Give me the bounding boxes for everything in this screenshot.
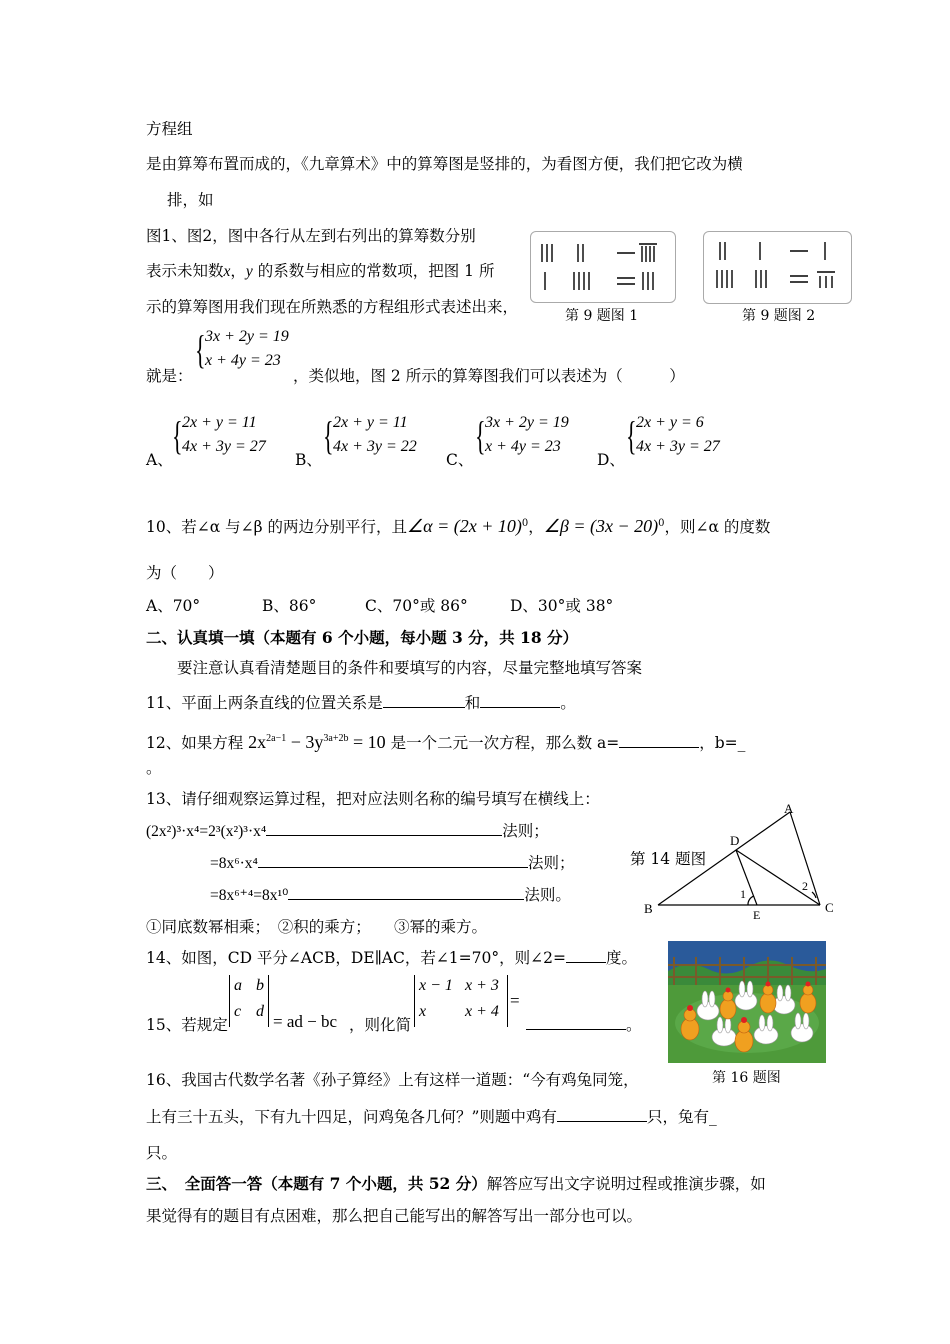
option-c-label: C、: [446, 451, 474, 469]
q10-beta-sup: 0: [658, 518, 665, 529]
var-x: x: [223, 263, 231, 280]
var-y: y: [245, 263, 253, 280]
q10-line1: [146, 514, 770, 537]
q10-option-b: B、86°: [262, 597, 317, 615]
label-a: A: [784, 801, 794, 816]
q16-text-b: 只，兔有_: [646, 1108, 717, 1126]
q13-step1: [146, 821, 549, 842]
label-b: B: [644, 901, 653, 916]
brace-icon: {: [626, 413, 637, 458]
q9-line2: 排，如: [167, 191, 214, 209]
q10-alpha-expr: ∠α = (2x + 10): [406, 516, 522, 537]
q15-text-b: ，则化简: [349, 1016, 412, 1034]
q12-text-c: ，b=_: [699, 734, 746, 752]
chicken-rabbit-picture: [668, 941, 826, 1063]
option-a-eq2: 4x + 3y = 27: [182, 438, 266, 455]
fig16-caption: 第 16 题图: [712, 1070, 781, 1086]
det1-d: d: [256, 1003, 264, 1020]
option-d-label: D、: [597, 451, 625, 469]
q15-blank[interactable]: [526, 1015, 626, 1030]
q11-text-b: 和: [464, 694, 481, 712]
section-2-note: 要注意认真看清楚题目的条件和要填写的内容，尽量完整地填写答案: [177, 659, 643, 677]
det1-b: b: [256, 977, 264, 994]
section-3-line2: 果觉得有的题目有点困难，那么把自己能写出的解答写出一部分也可以。: [146, 1207, 643, 1225]
option-a-eq1: 2x + y = 11: [182, 414, 257, 431]
option-c-system: [475, 414, 585, 462]
q11: [146, 693, 576, 713]
option-b-label: B、: [295, 451, 322, 469]
q10-sep: ，: [528, 518, 544, 537]
option-c-eq2: x + 4y = 23: [485, 438, 561, 455]
q13-step3-expr: =8x⁶⁺⁴=8x¹⁰: [210, 887, 289, 904]
fig1-caption: 第 9 题图 1: [565, 308, 639, 324]
q9-line0: 方程组: [146, 120, 193, 138]
q13-rule-3: 法则。: [524, 887, 571, 904]
section-3-title: 三、 全面答一答（本题有 7 个小题，共 52 分）: [146, 1174, 487, 1193]
q13-rule-2: 法则；: [527, 855, 575, 872]
determinant-definition: [229, 975, 269, 1027]
fig2-caption: 第 9 题图 2: [742, 308, 816, 324]
q15-eq2: =: [510, 991, 520, 1010]
q13-step2: [210, 853, 574, 874]
q11-blank-2[interactable]: [480, 693, 560, 708]
det1-c: c: [234, 1003, 242, 1020]
q12-eq-exp2: 3a+2b: [323, 733, 349, 744]
q9-line4-text-c: 的系数与相应的常数项，把图 1 所: [252, 262, 495, 280]
counting-rods-1-icon: [531, 232, 675, 302]
q9-line3: 图1、图2，图中各行从左到右列出的算筹数分别: [146, 227, 476, 245]
q16-line3: 只。: [146, 1144, 178, 1162]
option-a-system: [172, 414, 282, 462]
q9-after-system: ，类似地，图 2 所示的算筹图我们可以表述为（ ）: [293, 367, 685, 385]
q14-text-b: 度。: [605, 949, 637, 967]
label-d: D: [730, 833, 740, 848]
q16-line1: 16、我国古代数学名著《孙子算经》上有这样一道题：“今有鸡兔同笼，: [146, 1071, 639, 1089]
q9-line4-text-a: 表示未知数: [146, 262, 224, 280]
brace-icon: {: [323, 413, 334, 458]
q9-line4-comma: ，: [230, 262, 246, 280]
q11-text-a: 11、平面上两条直线的位置关系是: [146, 694, 383, 712]
q12-text-a: 12、如果方程: [146, 734, 244, 752]
q13-choices: ①同底数幂相乘； ②积的乘方； ③幂的乘方。: [146, 918, 488, 936]
q10-text-a: 10、若∠α 与∠β 的两边分别平行，且: [146, 518, 407, 537]
q12: [146, 729, 745, 753]
q12-eq-mid: − 3y: [286, 732, 324, 752]
section-3-header: [146, 1174, 766, 1194]
det2-c: x: [419, 1003, 427, 1020]
q13-step1-expr: (2x²)³·x⁴=2³(x²)³·x⁴: [146, 823, 267, 840]
q10-option-d: D、30°或 38°: [510, 597, 614, 615]
q14-text-a: 14、如图，CD 平分∠ACB，DE∥AC，若∠1=70°，则∠2=: [146, 949, 566, 967]
q11-text-c: 。: [560, 694, 576, 712]
det2-d: x + 4: [465, 1003, 499, 1020]
brace-icon: {: [195, 327, 206, 372]
section-2-title: 二、认真填一填（本题有 6 个小题，每小题 3 分，共 18 分）: [146, 628, 579, 647]
option-a-label: A、: [146, 451, 173, 469]
q10-text-b: ，则∠α 的度数: [664, 518, 771, 537]
label-2: 2: [802, 879, 808, 893]
counting-rods-2-icon: [704, 232, 851, 303]
q13-step2-expr: =8x⁶·x⁴: [210, 855, 258, 872]
q9-line4: [146, 261, 494, 282]
det2-a: x − 1: [419, 977, 453, 994]
option-b-eq1: 2x + y = 11: [333, 414, 408, 431]
q13-rule-1: 法则；: [502, 823, 549, 840]
q15-label: 15、若规定: [146, 1016, 228, 1034]
determinant-expression: [414, 975, 508, 1027]
q10-option-c: C、70°或 86°: [365, 597, 468, 615]
q10-line2: 为（ ）: [146, 564, 224, 582]
q12-blank-a[interactable]: [619, 733, 699, 748]
q10-alpha-sup: 0: [521, 518, 529, 529]
label-e: E: [753, 908, 761, 922]
q10-beta-expr: ∠β = (3x − 20): [543, 516, 659, 537]
q9-jiushi: 就是：: [146, 367, 193, 385]
q14-blank[interactable]: [566, 948, 606, 963]
q12-eq-end: = 10: [348, 732, 386, 752]
label-c: C: [825, 900, 834, 915]
brace-icon: {: [172, 413, 183, 458]
q16-text-a: 上有三十五头，下有九十四足，问鸡兔各几何？”则题中鸡有: [146, 1108, 557, 1126]
system-eq2: x + 4y = 23: [205, 352, 281, 369]
q9-line5: 示的算筹图用我们现在所熟悉的方程组形式表述出来，: [146, 298, 519, 316]
q13-step3: [210, 885, 571, 906]
q13-blank-2[interactable]: [258, 853, 528, 868]
q12-eq-exp1: 2a−1: [266, 733, 287, 744]
counting-rod-figure-1: [530, 231, 676, 303]
fig14-caption: 第 14 题图: [630, 850, 707, 868]
option-b-system: [323, 414, 433, 462]
q16-line2: [146, 1107, 717, 1127]
chicken-rabbit-illustration-icon: [668, 941, 826, 1063]
q13-intro: 13、请仔细观察运算过程，把对应法则名称的编号填写在横线上：: [146, 790, 600, 808]
option-c-eq1: 3x + 2y = 19: [485, 414, 569, 431]
q15-def-rhs: = ad − bc: [273, 1012, 338, 1031]
q10-option-a: A、70°: [146, 597, 201, 615]
q13-blank-3[interactable]: [288, 885, 524, 900]
given-equation-system: [195, 328, 305, 376]
q12-end: 。: [146, 759, 162, 777]
option-d-eq2: 4x + 3y = 27: [636, 438, 720, 455]
option-d-eq1: 2x + y = 6: [636, 414, 704, 431]
label-1: 1: [740, 887, 746, 901]
q15-answer: [526, 1015, 642, 1035]
option-d-system: [626, 414, 736, 462]
q12-eq-base1: 2x: [248, 732, 267, 752]
q14: [146, 948, 637, 968]
section-3-text: 解答应写出文字说明过程或推演步骤，如: [486, 1175, 766, 1193]
q15-end: 。: [626, 1016, 642, 1034]
option-b-eq2: 4x + 3y = 22: [333, 438, 417, 455]
triangle-figure: [640, 800, 850, 925]
q11-blank-1[interactable]: [383, 693, 465, 708]
counting-rod-figure-2: [703, 231, 852, 304]
brace-icon: {: [475, 413, 486, 458]
det2-b: x + 3: [465, 977, 499, 994]
q16-blank-chicken[interactable]: [557, 1107, 647, 1122]
system-eq1: 3x + 2y = 19: [205, 328, 289, 345]
q9-line1: 是由算筹布置而成的，《九章算术》中的算筹图是竖排的，为看图方便，我们把它改为横: [146, 155, 743, 173]
q13-blank-1[interactable]: [266, 821, 502, 836]
det1-a: a: [234, 977, 242, 994]
q12-text-b: 是一个二元一次方程，那么数 a=: [390, 734, 620, 752]
